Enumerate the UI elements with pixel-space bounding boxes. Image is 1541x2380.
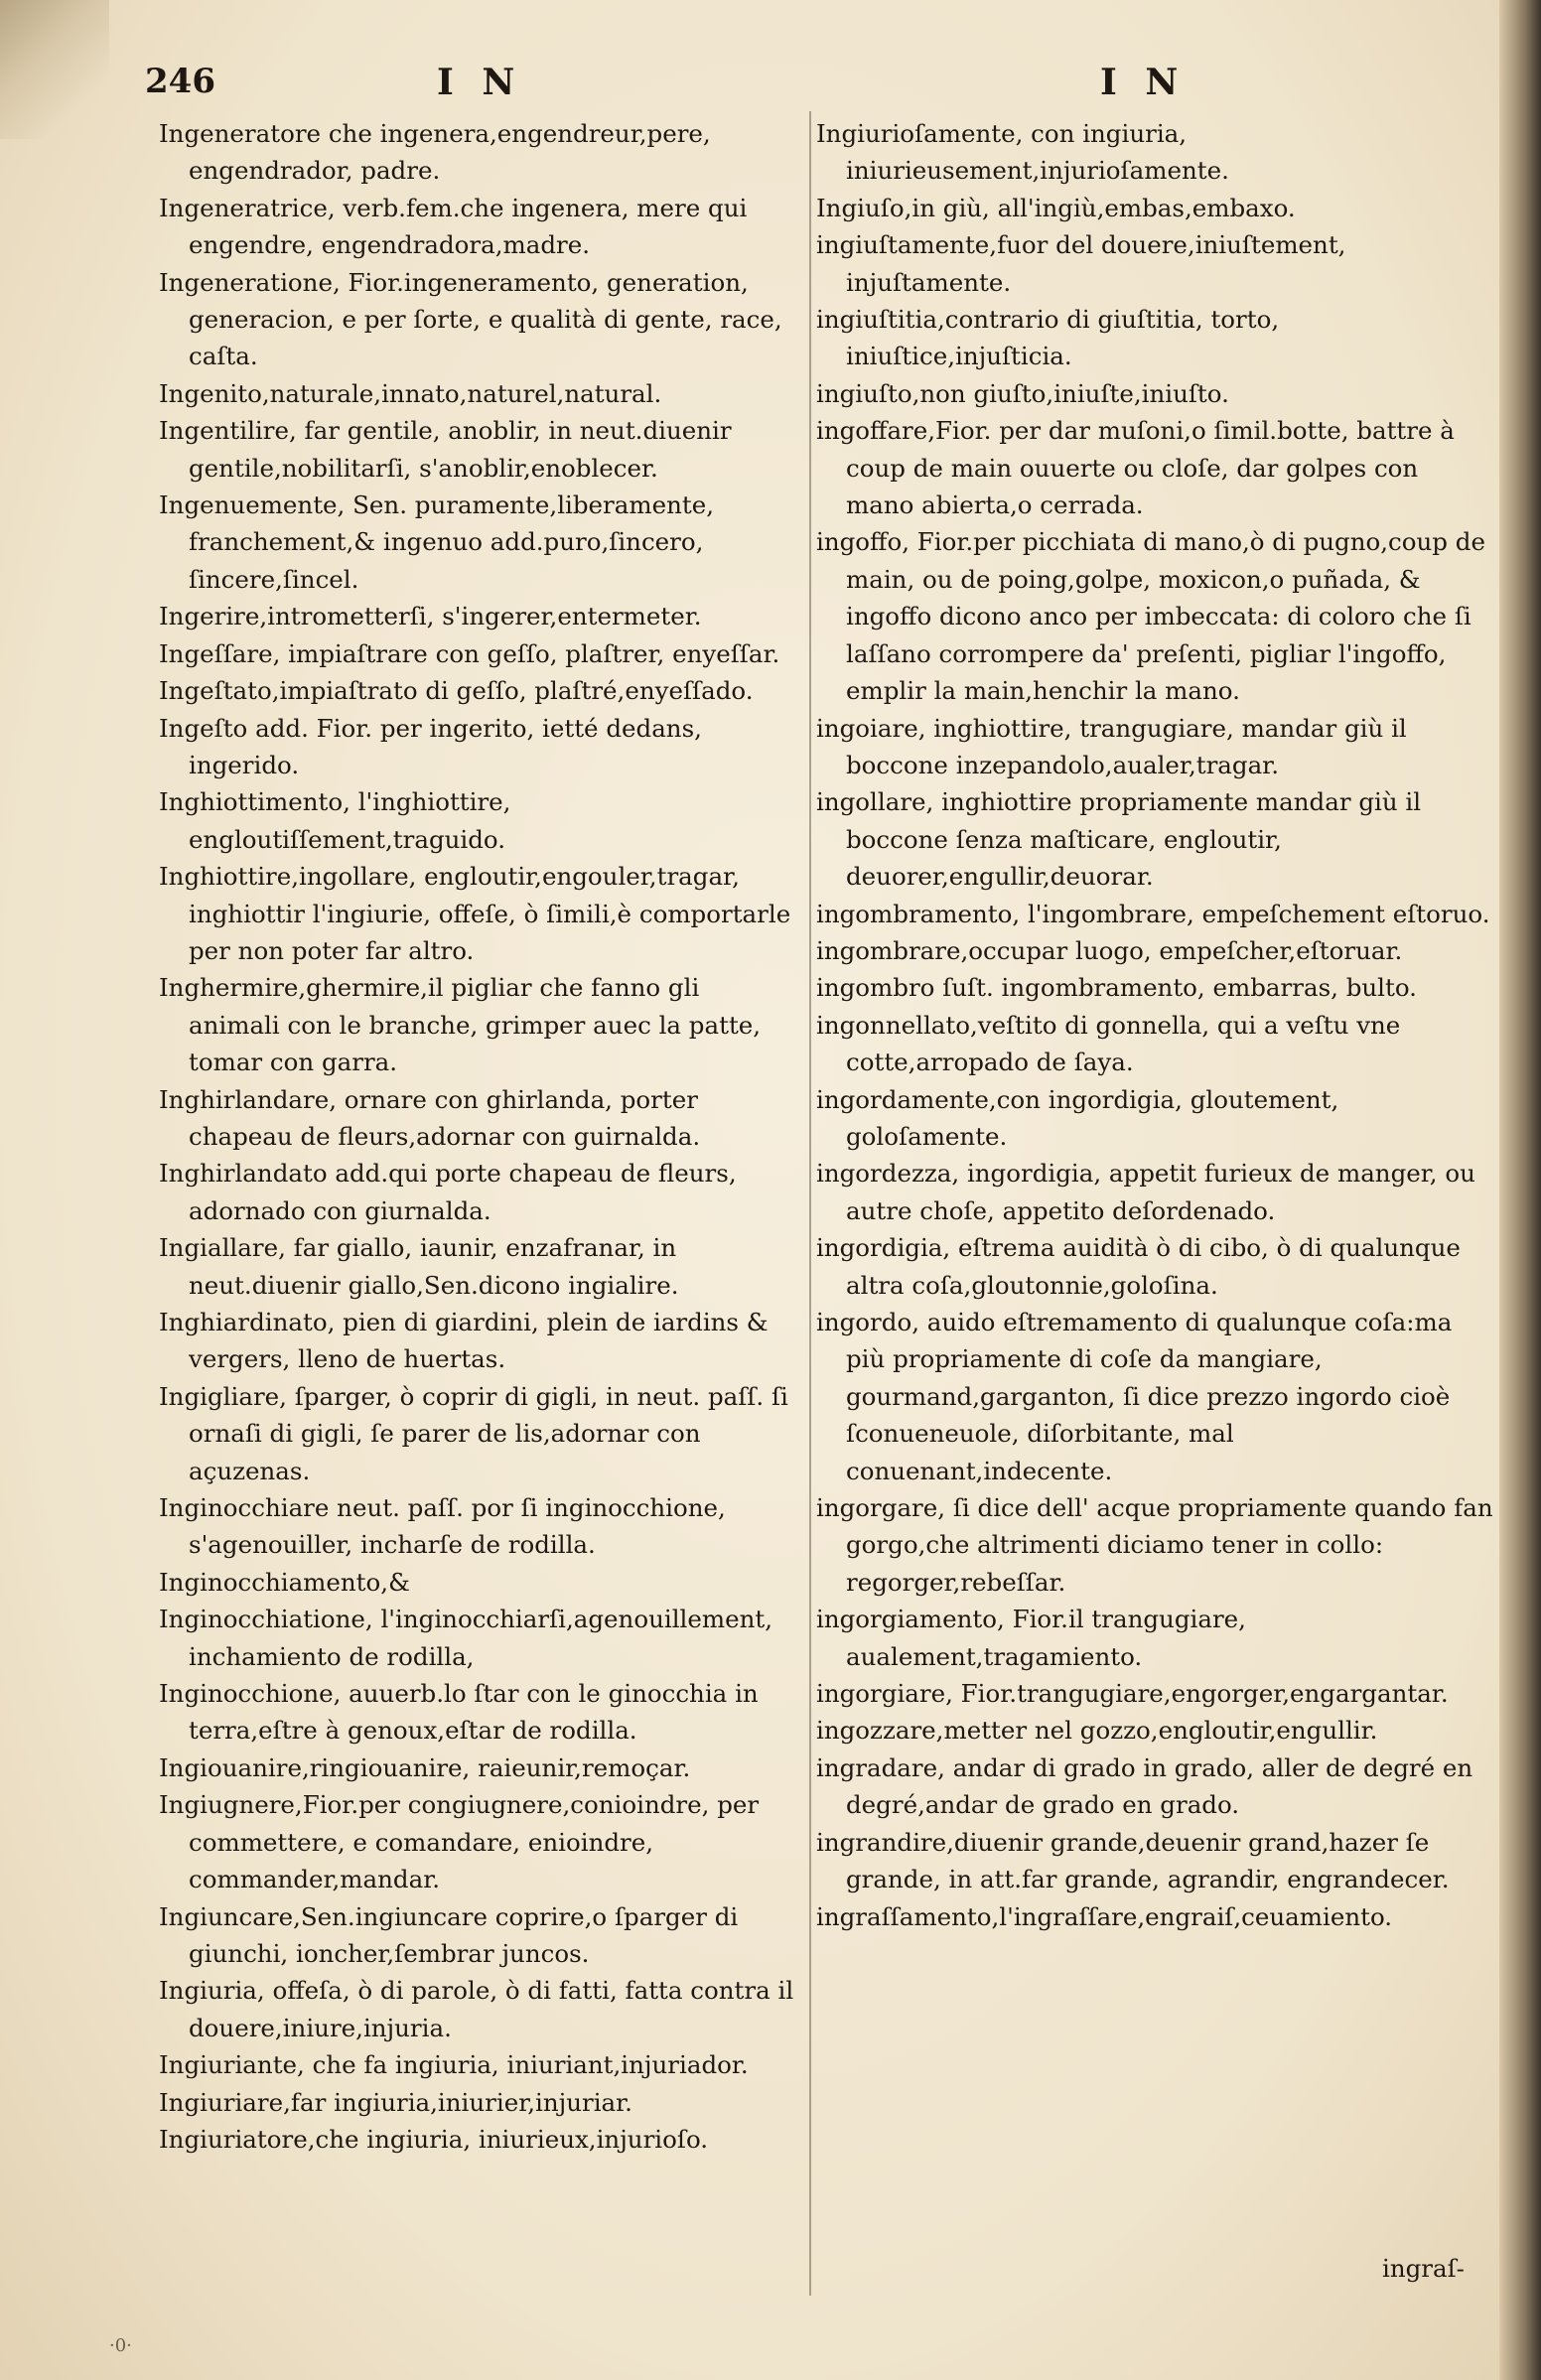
dictionary-entry: ingordamente,con ingordigia, gloutement, goloſamente.: [816, 1084, 1339, 1151]
dictionary-entry: ingradare, andar di grado in grado, aller de degré en degré,andar de grado en grado.: [816, 1752, 1473, 1820]
dictionary-entry: ingollare, inghiottire propriamente mandar giù il boccone ſenza maſticare, engloutir, deuorer,engullir,deuorar.: [816, 787, 1422, 892]
dictionary-entry: Ingiuriare,far ingiuria,iniurier,injuriar.: [159, 2087, 632, 2117]
dictionary-entry: ingordezza, ingordigia, appetit furieux de manger, ou autre choſe, appetito deſordenado.: [816, 1159, 1475, 1225]
right-column: [816, 115, 1493, 1935]
dictionary-entry: Inginocchiare neut. paſſ. por ſi inginocchione, s'agenouiller, incharſe de rodilla.: [159, 1493, 726, 1560]
dictionary-entry: Inginocchiamento,&: [159, 1567, 410, 1597]
dictionary-entry: ingonnellato,veſtito di gonnella, qui a veſtu vne cotte,arropado de ſaya.: [816, 1010, 1401, 1077]
dictionary-entry: ingorgare, ſi dice dell' acque propriamente quando fan gorgo,che altrimenti diciamo tener in collo: regorger,rebeſſar.: [816, 1493, 1493, 1597]
column-divider: [809, 111, 811, 2296]
dictionary-entry: Ingiallare, far giallo, iaunir, enzafranar, in neut.diuenir giallo,Sen.dicono ingialire.: [159, 1233, 679, 1300]
dictionary-entry: Ingeſſare, impiaſtrare con geſſo, plaſtrer, enyeſſar.: [159, 638, 780, 668]
dictionary-entry: Ingiurioſamente, con ingiuria, iniurieusement,injurioſamente.: [816, 119, 1229, 186]
page-gutter-shadow: [1499, 0, 1541, 2380]
page-number: 246: [145, 62, 215, 101]
dictionary-entry: Ingiuria, offeſa, ò di parole, ò di fatti, fatta contra il douere,iniure,injuria.: [159, 1976, 794, 2042]
dictionary-entry: Inghiottire,ingollare, engloutir,engouler,tragar, inghiottir l'ingiurie, offeſe, ò ſimili,è comportarle per non poter far altro.: [159, 862, 791, 965]
dictionary-entry: Inginocchiatione, l'inginocchiarſi,agenouillement, inchamiento de rodilla,: [159, 1605, 773, 1671]
dictionary-entry: Ingeſto add. Fior. per ingerito, ietté dedans, ingerido.: [159, 713, 702, 779]
dictionary-entry: ingordigia, eſtrema auidità ò di cibo, ò di qualunque altra coſa,gloutonnie,goloſina.: [816, 1233, 1461, 1300]
dictionary-entry: ingombramento, l'ingombrare, empeſchement eſtoruo.: [816, 899, 1490, 928]
dictionary-entry: ingombro ſuſt. ingombramento, embarras, bulto.: [816, 973, 1417, 1003]
left-column: [159, 115, 794, 2158]
dictionary-entry: Inghiottimento, l'inghiottire, engloutiſſement,traguido.: [159, 787, 511, 854]
dictionary-entry: ingordo, auido eſtremamento di qualunque coſa:ma più propriamente di coſe da mangiare, gourmand,garganton, ſi dice prezzo ingordo cioè ſconueneuole, diſorbitante, mal conuenant,indecente.: [816, 1308, 1453, 1485]
dictionary-entry: ingrandire,diuenir grande,deuenir grand,hazer ſe grande, in att.far grande, agrandir, engrandecer.: [816, 1827, 1450, 1894]
dictionary-entry: ingoiare, inghiottire, trangugiare, mandar giù il boccone inzepandolo,aualer,tragar.: [816, 713, 1407, 779]
dictionary-entry: Ingiuriatore,che ingiuria, iniurieux,injurioſo.: [159, 2124, 709, 2154]
dictionary-entry: Inghiardinato, pien di giardini, plein de iardins & vergers, lleno de huertas.: [159, 1308, 769, 1374]
signature-mark: ·0·: [109, 2335, 132, 2356]
dictionary-entry: Ingigliare, ſparger, ò coprir di gigli, in neut. paſſ. ſi ornaſi di gigli, ſe parer de lis,adornar con açuzenas.: [159, 1381, 788, 1485]
dictionary-entry: ingorgiamento, Fior.il trangugiare, aualement,tragamiento.: [816, 1605, 1246, 1671]
dictionary-entry: Ingeneratore che ingenera,engendreur,pere, engendrador, padre.: [159, 119, 711, 186]
dictionary-entry: Ingeneratrice, verb.fem.che ingenera, mere qui engendre, engendradora,madre.: [159, 193, 748, 260]
running-head-left: I N: [437, 62, 523, 103]
dictionary-entry: ingorgiare, Fior.trangugiare,engorger,engargantar.: [816, 1679, 1449, 1709]
dictionary-entry: ingozzare,metter nel gozzo,engloutir,engullir.: [816, 1716, 1378, 1746]
dictionary-entry: ingraſſamento,l'ingraſſare,engraiſ,ceuamiento.: [816, 1901, 1393, 1931]
dictionary-entry: ingoffare,Fior. per dar muſoni,o ſimil.botte, battre à coup de main ouuerte ou cloſe, dar golpes con mano abierta,o cerrada.: [816, 416, 1455, 520]
dictionary-entry: Ingenuemente, Sen. puramente,liberamente, franchement,& ingenuo add.puro,ſincero, ſincere,ſincel.: [159, 490, 715, 594]
dictionary-entry: Inghirlandato add.qui porte chapeau de fleurs, adornado con giurnalda.: [159, 1159, 737, 1225]
catchword: ingraſ-: [1382, 2254, 1465, 2283]
dictionary-entry: Inginocchione, auuerb.lo ſtar con le ginocchia in terra,eſtre à genoux,eſtar de rodilla.: [159, 1679, 759, 1746]
dictionary-entry: Ingentilire, far gentile, anoblir, in neut.diuenir gentile,nobilitarſi, s'anoblir,enoblecer.: [159, 416, 732, 483]
dictionary-entry: ingiuſtamente,fuor del douere,iniuſtement, injuſtamente.: [816, 230, 1346, 297]
dictionary-entry: ingombrare,occupar luogo, empeſcher,eſtoruar.: [816, 935, 1403, 965]
dictionary-entry: Ingiuſo,in giù, all'ingiù,embas,embaxo.: [816, 193, 1296, 222]
dictionary-entry: ingoffo, Fior.per picchiata di mano,ò di pugno,coup de main, ou de poing,golpe, moxicon,o puñada, & ingoffo dicono anco per imbeccata: di coloro che ſi laſſano corrompere da' preſenti, pigliar l'ingoffo, emplir la main,henchir la mano.: [816, 527, 1485, 706]
page-header: [0, 62, 1541, 121]
dictionary-entry: Ingiouanire,ringiouanire, raieunir,remoçar.: [159, 1752, 691, 1782]
dictionary-entry: Ingiuriante, che fa ingiuria, iniuriant,injuriador.: [159, 2050, 749, 2080]
dictionary-entry: Ingiugnere,Fior.per congiugnere,conioindre, per commettere, e comandare, enioindre, commander,mandar.: [159, 1790, 760, 1894]
dictionary-entry: Ingerire,intrometterſi, s'ingerer,entermeter.: [159, 602, 702, 631]
dictionary-entry: Ingeneratione, Fior.ingeneramento, generation, generacion, e per ſorte, e qualità di gente, race, caſta.: [159, 267, 782, 371]
dictionary-entry: Ingiuncare,Sen.ingiuncare coprire,o ſparger di giunchi, ioncher,ſembrar juncos.: [159, 1901, 739, 1968]
running-head-right: I N: [1100, 62, 1187, 103]
dictionary-entry: ingiuſtitia,contrario di giuſtitia, torto, iniuſtice,injuſticia.: [816, 305, 1280, 371]
dictionary-entry: Ingenito,naturale,innato,naturel,natural.: [159, 378, 662, 408]
dictionary-entry: Inghermire,ghermire,il pigliar che fanno gli animali con le branche, grimper auec la patte, tomar con garra.: [159, 973, 762, 1077]
dictionary-entry: Ingeſtato,impiaſtrato di geſſo, plaſtré,enyeſſado.: [159, 676, 754, 706]
dictionary-entry: Inghirlandare, ornare con ghirlanda, porter chapeau de fleurs,adornar con guirnalda.: [159, 1084, 701, 1151]
dictionary-entry: ingiuſto,non giuſto,iniuſte,iniuſto.: [816, 378, 1229, 408]
